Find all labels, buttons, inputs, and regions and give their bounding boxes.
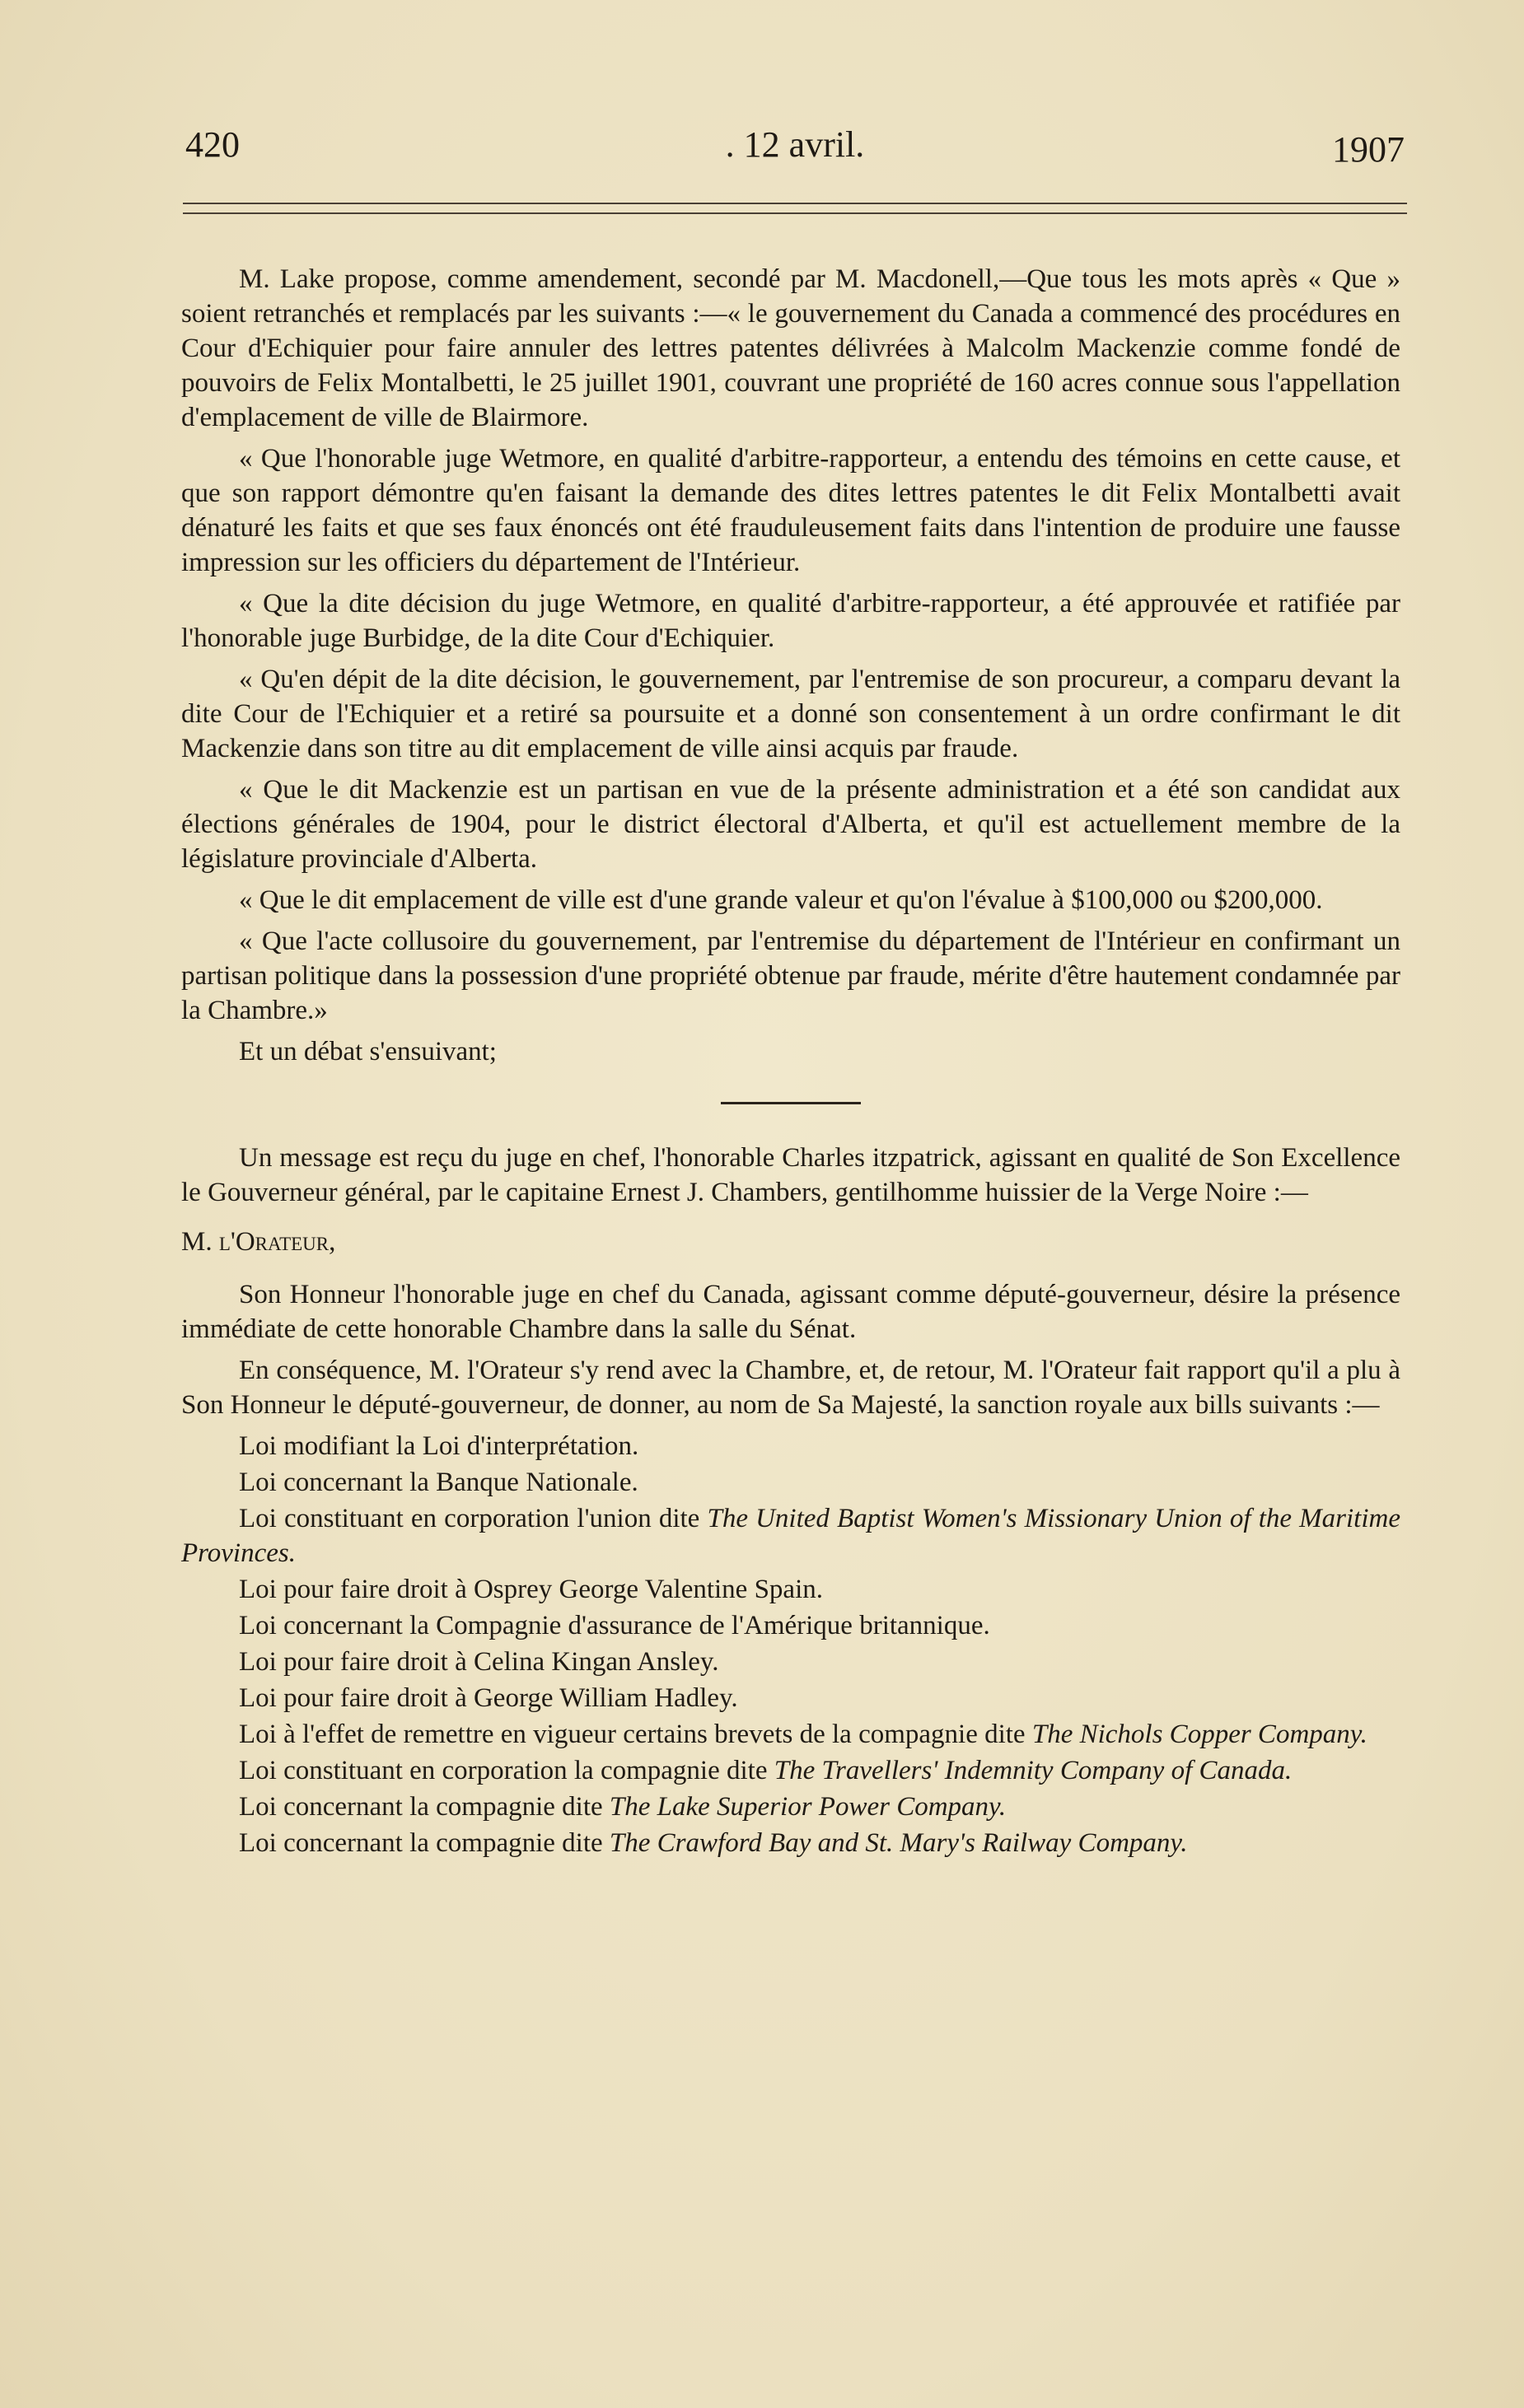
paragraph-withdrawal: « Qu'en dépit de la dite décision, le gouvernement, par l'entremise de son procureur, a comparu devant la dite Cour de l'Echiquier et a retiré sa poursuite et a donné son consentement à un ordre confirmant le dit Mackenzie dans son titre au dit emplacement de ville ainsi acquis par fraude. xyxy=(181,665,1400,763)
paragraph-partisan: « Que le dit Mackenzie est un partisan en vue de la présente administration et a été son candidat aux élections générales de 1904, pour le district électoral d'Alberta, et qu'il est actuellement membre de la législature provinciale d'Alberta. xyxy=(181,775,1400,874)
paragraph-debate: Et un débat s'ensuivant; xyxy=(239,1037,497,1066)
bill-item: Loi modifiant la Loi d'interprétation. xyxy=(239,1431,639,1461)
page-date: . 12 avril. xyxy=(725,124,865,165)
message-intro: Un message est reçu du juge en chef, l'honorable Charles itzpatrick, agissant en qualité de Son Excellence le Gouverneur général, par le capitaine Ernest J. Chambers, gentilhomme huissier de la Verge Noire :— xyxy=(181,1143,1400,1207)
header-double-rule xyxy=(183,203,1407,214)
bill-item: Loi concernant la compagnie dite The Crawford Bay and St. Mary's Railway Company. xyxy=(239,1828,1188,1858)
bill-item: Loi concernant la compagnie dite The Lake Superior Power Company. xyxy=(239,1792,1007,1822)
paragraph-burbidge: « Que la dite décision du juge Wetmore, en qualité d'arbitre-rapporteur, a été approuvée et ratifiée par l'honorable juge Burbidge, de la dite Cour d'Echiquier. xyxy=(181,589,1400,653)
bill-item: Loi à l'effet de remettre en vigueur certains brevets de la compagnie dite The Nichols Copper Company. xyxy=(239,1720,1367,1749)
message-address: M. l'Orateur, xyxy=(181,1227,336,1257)
bill-item: Loi concernant la Banque Nationale. xyxy=(239,1468,638,1497)
page-number: 420 xyxy=(185,124,240,165)
message-body: Son Honneur l'honorable juge en chef du Canada, agissant comme député-gouverneur, désire la présence immédiate de cette honorable Chambre dans la salle du Sénat. xyxy=(181,1280,1400,1344)
journal-body xyxy=(181,262,1400,1862)
bill-item: Loi concernant la Compagnie d'assurance de l'Amérique britannique. xyxy=(239,1611,990,1640)
paragraph-wetmore-report: « Que l'honorable juge Wetmore, en qualité d'arbitre-rapporteur, a entendu des témoins en cette cause, et que son rapport démontre qu'en faisant la demande des dites lettres patentes le dit Felix Montalbetti avait dénaturé les faits et que ses faux énoncés ont été frauduleusement faits dans l'intention de produire une fausse impression sur les officiers du département de l'Intérieur. xyxy=(181,444,1400,577)
paragraph-condemnation: « Que l'acte collusoire du gouvernement, par l'entremise du département de l'Intérieur en confirmant un partisan politique dans la possession d'une propriété obtenue par fraude, mérite d'être hautement condamnée par la Chambre.» xyxy=(181,926,1400,1025)
paragraph-amendment: M. Lake propose, comme amendement, secondé par M. Macdonell,—Que tous les mots après « Que » soient retranchés et remplacés par les suivants :—« le gouvernement du Canada a commencé des procédures en Cour d'Echiquier pour faire annuler des lettres patentes délivrées à Malcolm Mackenzie comme fondé de pouvoirs de Felix Montalbetti, le 25 juillet 1901, couvrant une propriété de 160 acres connue sous l'appellation d'emplacement de ville de Blairmore. xyxy=(181,264,1400,432)
section-divider xyxy=(721,1102,861,1104)
page-header xyxy=(185,124,1405,181)
page-year: 1907 xyxy=(1332,129,1405,170)
bill-item: Loi constituant en corporation la compagnie dite The Travellers' Indemnity Company of Canada. xyxy=(239,1756,1293,1785)
bill-item: Loi pour faire droit à Osprey George Valentine Spain. xyxy=(239,1575,824,1604)
bill-item: Loi constituant en corporation l'union dite The United Baptist Women's Missionary Union of the Maritime Provinces. xyxy=(181,1504,1400,1568)
bill-item: Loi pour faire droit à Celina Kingan Ansley. xyxy=(239,1647,719,1677)
message-consequence: En conséquence, M. l'Orateur s'y rend avec la Chambre, et, de retour, M. l'Orateur fait rapport qu'il a plu à Son Honneur le député-gouverneur, de donner, au nom de Sa Majesté, la sanction royale aux bills suivants :— xyxy=(181,1356,1400,1420)
paragraph-valuation: « Que le dit emplacement de ville est d'une grande valeur et qu'on l'évalue à $100,000 ou $200,000. xyxy=(239,885,1323,915)
bill-item: Loi pour faire droit à George William Hadley. xyxy=(239,1683,738,1713)
